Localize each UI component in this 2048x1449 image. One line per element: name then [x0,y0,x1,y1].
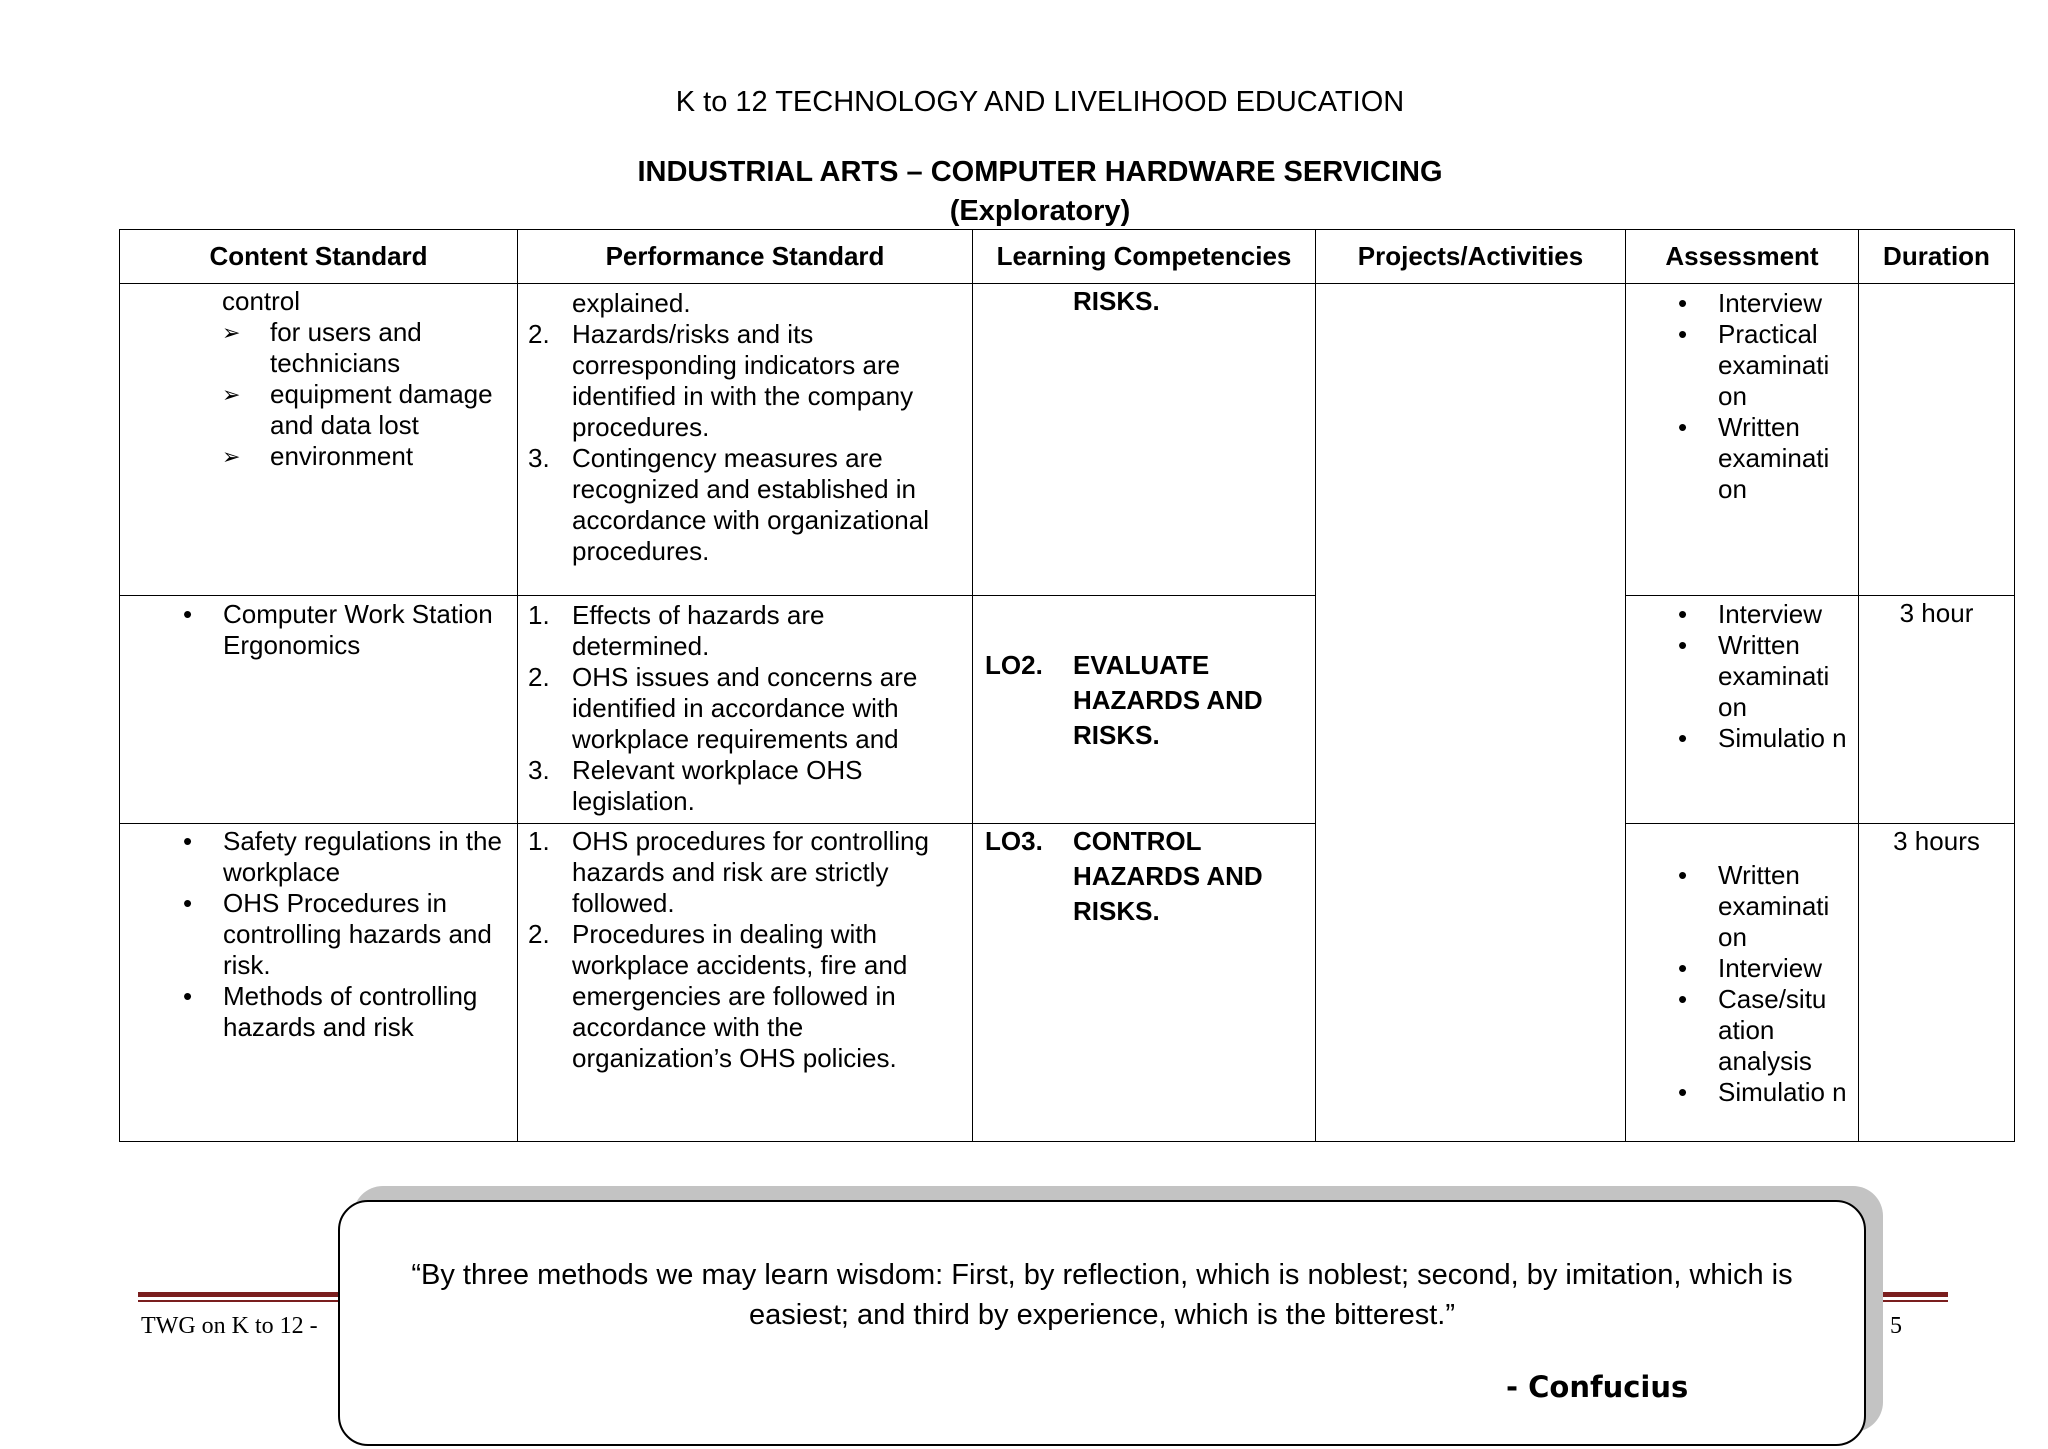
list-item: 2. OHS issues and concerns are identified in accordance with workplace requirements and [528,662,918,754]
quote-text: “By three methods we may learn wisdom: First, by reflection, which is noblest; second, by imitation, which is easiest; and third by experience, which is the bitterest.” [411,1259,1793,1331]
page-number: 5 [1890,1313,1902,1339]
header-duration: Duration [1859,230,2015,284]
row1-performance-standard [518,284,973,596]
row2-learning-competency [973,596,1316,824]
header-learning-competencies: Learning Competencies [973,230,1316,284]
lo-text: CONTROL HAZARDS AND RISKS. [1073,826,1263,926]
content-lead-text: control [222,286,301,316]
duration-value: 3 hours [1893,826,1980,856]
list-item: • Written examinati on [1670,860,1854,953]
subtitle-line-1: INDUSTRIAL ARTS – COMPUTER HARDWARE SERVICING [637,156,1443,188]
list-item: • Written examinati on [1670,630,1854,723]
list-item: 2. Hazards/risks and its corresponding indicators are identified in with the company procedures. [528,319,914,442]
list-item: • Methods of controlling hazards and risk [175,981,509,1043]
document-title: K to 12 TECHNOLOGY AND LIVELIHOOD EDUCATION [675,86,1405,118]
performance-lead-text: explained. [572,288,691,318]
list-item: • Safety regulations in the workplace [175,826,509,888]
table-header-row [120,230,2015,284]
row2-content-standard [120,596,518,824]
header-projects-activities: Projects/Activities [1316,230,1626,284]
list-item: 3. Contingency measures are recognized and established in accordance with organizational procedures. [528,443,929,566]
row3-learning-competency [973,824,1316,1142]
projects-activities-cell [1316,284,1626,1142]
list-item: • Simulatio n [1670,1077,1854,1108]
list-item: • Case/situ ation analysis [1670,984,1854,1077]
document-subtitle [0,153,2048,231]
lo-code: LO2. [985,650,1043,680]
row2-duration [1859,596,2015,824]
table-row [120,824,2015,1142]
row3-duration [1859,824,2015,1142]
list-item: • Written examinati on [1670,412,1854,505]
row1-learning-competency [973,284,1316,596]
table-row [120,284,2015,596]
row3-performance-standard [518,824,973,1142]
list-item: • OHS Procedures in controlling hazards and risk. [175,888,509,981]
list-item: ➢ equipment damage and data lost [222,379,517,441]
list-item: • Practical examinati on [1670,319,1854,412]
table-row [120,596,2015,824]
list-item: • Interview [1670,953,1854,984]
row2-assessment [1626,596,1859,824]
list-item: • Simulatio n [1670,723,1854,754]
subtitle-line-2: (Exploratory) [949,195,1131,227]
lo-text: EVALUATE HAZARDS AND RISKS. [1073,650,1263,750]
list-item: • Interview [1670,599,1854,630]
row3-content-standard [120,824,518,1142]
row1-assessment [1626,284,1859,596]
list-item: • Computer Work Station Ergonomics [175,599,509,661]
list-item: 3. Relevant workplace OHS legislation. [528,755,863,816]
quote-author: - Confucius [1506,1370,1689,1404]
row2-performance-standard [518,596,973,824]
curriculum-table [119,229,2015,1142]
header-assessment: Assessment [1626,230,1859,284]
footer-text: TWG on K to 12 - [141,1313,318,1339]
row1-content-standard [120,284,518,596]
list-item: ➢ for users and technicians [222,317,517,379]
row3-assessment [1626,824,1859,1142]
list-item: ➢ environment [222,441,517,472]
row1-duration [1859,284,2015,596]
header-content-standard: Content Standard [120,230,518,284]
list-item: • Interview [1670,288,1854,319]
competency-text: RISKS. [1073,286,1160,316]
list-item: 1. OHS procedures for controlling hazards and risk are strictly followed. [528,826,929,918]
list-item: 1. Effects of hazards are determined. [528,600,825,661]
lo-code: LO3. [985,826,1043,856]
list-item: 2. Procedures in dealing with workplace accidents, fire and emergencies are followed in accordance with the organization’s OHS policies. [528,919,908,1073]
header-performance-standard: Performance Standard [518,230,973,284]
duration-value: 3 hour [1899,598,1974,628]
